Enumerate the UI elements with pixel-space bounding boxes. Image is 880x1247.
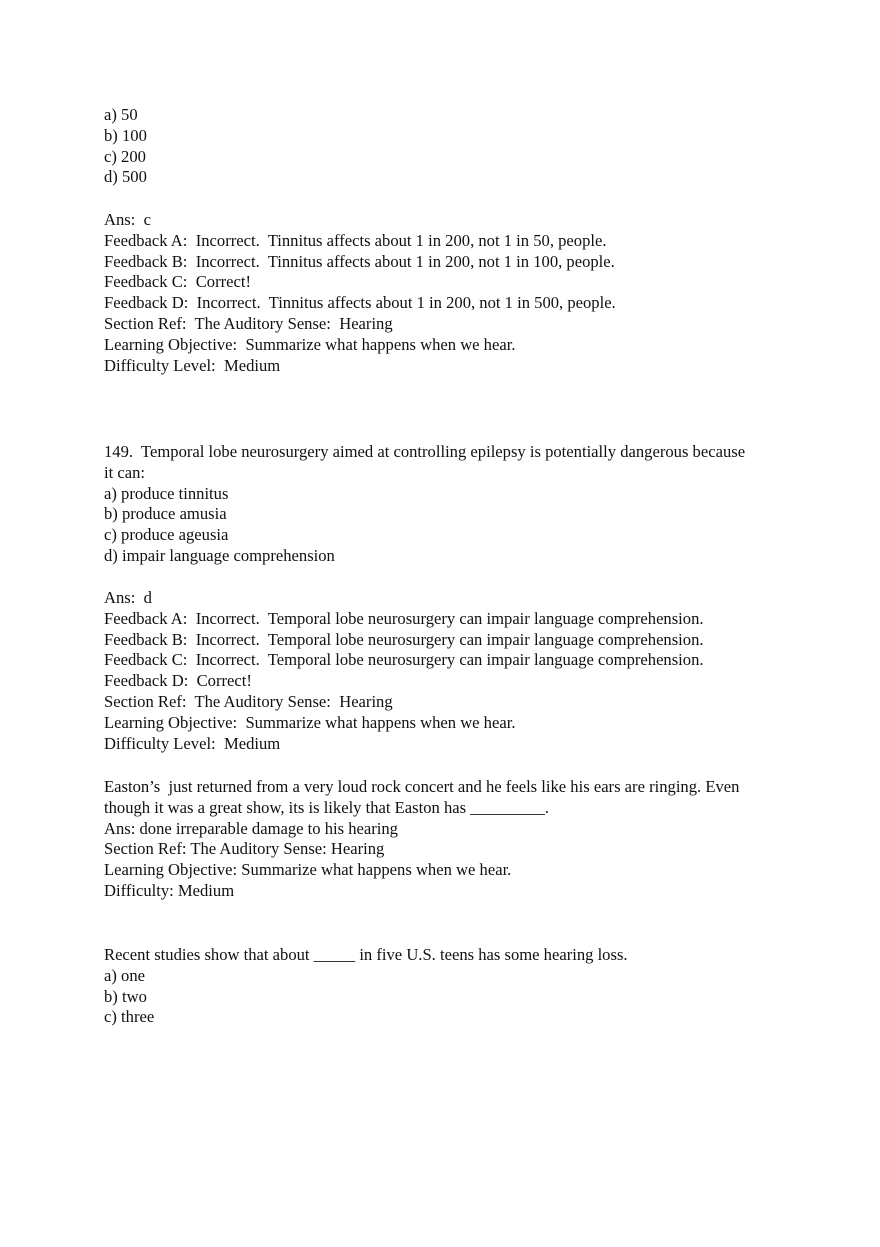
- option-c: c) three: [104, 1007, 155, 1027]
- question-text: Recent studies show that about _____ in five U.S. teens has some hearing loss.: [104, 945, 628, 964]
- question-text-line-2: though it was a great show, its is likely that Easton has _________.: [104, 797, 550, 817]
- feedback-b: Feedback B: Incorrect. Tinnitus affects about 1 in 200, not 1 in 100, people.: [104, 251, 615, 271]
- question-easton: [104, 777, 784, 902]
- feedback-b: Feedback B: Incorrect. Temporal lobe neurosurgery can impair language comprehension.: [104, 629, 704, 649]
- question-teens: [104, 945, 784, 1028]
- option-a: a) produce tinnitus: [104, 483, 229, 503]
- learning-objective: Learning Objective: Summarize what happens when we hear.: [104, 712, 516, 732]
- option-b: b) 100: [104, 125, 147, 145]
- learning-objective: Learning Objective: Summarize what happens when we hear.: [104, 334, 516, 354]
- question-149-answer-block: [104, 588, 784, 754]
- difficulty-level: Difficulty Level: Medium: [104, 733, 281, 753]
- option-c: c) 200: [104, 146, 146, 166]
- question-148-options: [104, 105, 784, 188]
- section-ref: Section Ref: The Auditory Sense: Hearing: [104, 313, 393, 333]
- feedback-c: Feedback C: Incorrect. Temporal lobe neurosurgery can impair language comprehension.: [104, 650, 704, 670]
- question-text-line-1: Easton’s just returned from a very loud rock concert and he feels like his ears are ringing. Even: [104, 777, 740, 796]
- option-a: a) 50: [104, 105, 138, 124]
- learning-objective: Learning Objective: Summarize what happens when we hear.: [104, 860, 512, 880]
- option-c: c) produce ageusia: [104, 525, 229, 545]
- difficulty-level: Difficulty: Medium: [104, 880, 235, 900]
- feedback-a: Feedback A: Incorrect. Temporal lobe neurosurgery can impair language comprehension.: [104, 608, 704, 628]
- answer: Ans: d: [104, 588, 152, 607]
- feedback-c: Feedback C: Correct!: [104, 272, 251, 292]
- feedback-d: Feedback D: Incorrect. Tinnitus affects about 1 in 200, not 1 in 500, people.: [104, 293, 616, 313]
- question-text-line-1: 149. Temporal lobe neurosurgery aimed at controlling epilepsy is potentially dangerous because: [104, 442, 746, 461]
- feedback-d: Feedback D: Correct!: [104, 671, 252, 691]
- option-b: b) two: [104, 986, 147, 1006]
- question-148-answer-block: [104, 210, 784, 376]
- section-ref: Section Ref: The Auditory Sense: Hearing: [104, 839, 385, 859]
- option-b: b) produce amusia: [104, 504, 227, 524]
- section-ref: Section Ref: The Auditory Sense: Hearing: [104, 691, 393, 711]
- feedback-a: Feedback A: Incorrect. Tinnitus affects about 1 in 200, not 1 in 50, people.: [104, 230, 607, 250]
- answer: Ans: done irreparable damage to his hearing: [104, 818, 398, 838]
- answer: Ans: c: [104, 210, 152, 229]
- option-d: d) impair language comprehension: [104, 545, 335, 565]
- question-149: [104, 442, 784, 567]
- option-a: a) one: [104, 965, 145, 985]
- option-d: d) 500: [104, 167, 147, 187]
- difficulty-level: Difficulty Level: Medium: [104, 355, 281, 375]
- question-text-line-2: it can:: [104, 462, 146, 482]
